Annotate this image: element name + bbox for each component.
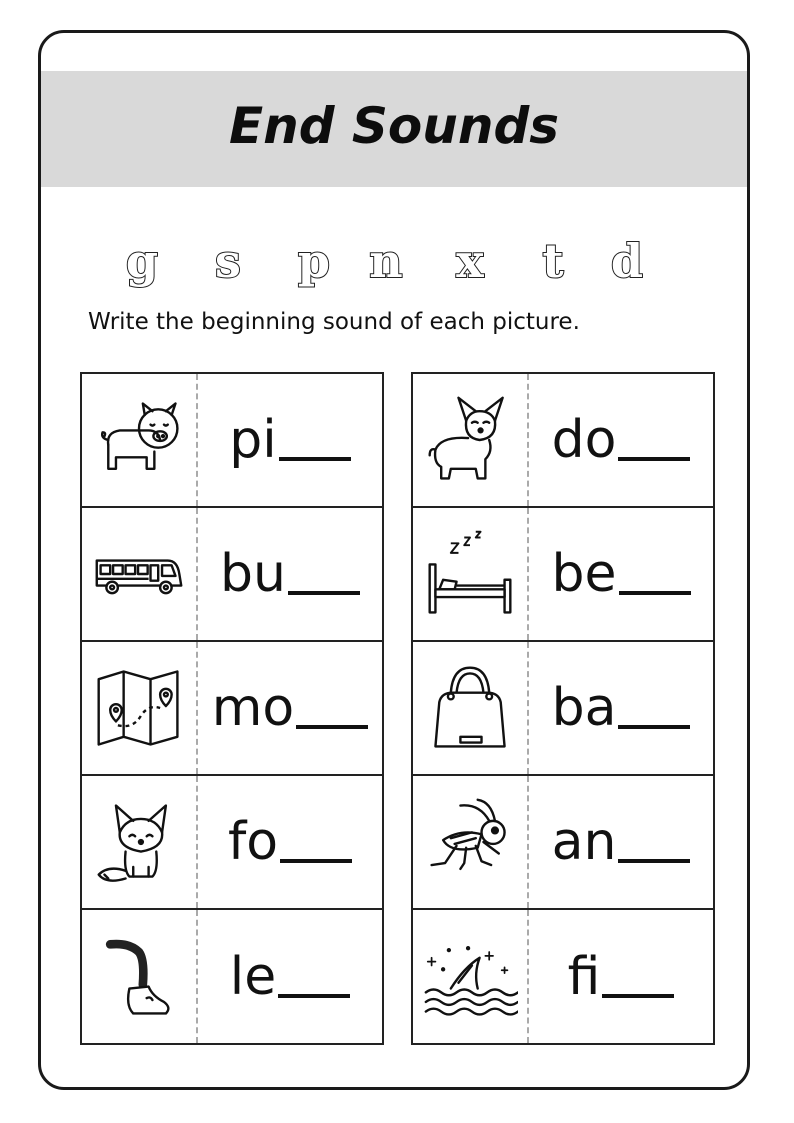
shark-fin-icon <box>422 929 518 1025</box>
word-stem: fo <box>227 812 279 872</box>
table-row <box>82 910 382 1043</box>
table-row <box>413 374 713 508</box>
answer-blank[interactable] <box>619 553 691 595</box>
answer-blank[interactable] <box>618 419 690 461</box>
word-stem: fi <box>567 946 601 1007</box>
answer-blank[interactable] <box>296 687 368 729</box>
word-stem: mo <box>211 678 295 738</box>
letter-bank <box>0 234 794 294</box>
picture-cell <box>82 508 198 640</box>
picture-cell <box>413 374 529 506</box>
word-cell <box>529 642 713 774</box>
answer-blank[interactable] <box>288 553 360 595</box>
word-cell <box>198 374 382 506</box>
word-stem: be <box>551 544 617 604</box>
word-stem: pi <box>229 410 277 470</box>
word-table-left <box>80 372 384 1045</box>
table-row <box>82 642 382 776</box>
pig-icon <box>91 392 187 488</box>
bus-icon <box>91 526 187 622</box>
word-stem: do <box>551 410 617 470</box>
cricket-icon <box>422 794 518 890</box>
picture-cell <box>413 776 529 908</box>
answer-blank[interactable] <box>280 821 352 863</box>
word-cell <box>198 910 382 1043</box>
table-row <box>82 508 382 642</box>
bag-icon <box>422 660 518 756</box>
word-cell <box>198 508 382 640</box>
table-row <box>413 508 713 642</box>
letter-t: t <box>542 234 564 288</box>
letter-s: s <box>215 234 241 288</box>
picture-cell <box>413 910 529 1043</box>
answer-blank[interactable] <box>279 419 351 461</box>
page-title: End Sounds <box>228 97 560 155</box>
leg-icon <box>91 929 187 1025</box>
map-icon <box>91 660 187 756</box>
word-stem: ba <box>551 678 617 738</box>
table-row <box>413 642 713 776</box>
letter-p: p <box>297 234 331 288</box>
answer-blank[interactable] <box>618 821 690 863</box>
word-stem: bu <box>220 544 286 604</box>
letter-n: n <box>369 234 403 288</box>
picture-cell <box>82 910 198 1043</box>
picture-cell <box>82 642 198 774</box>
answer-blank[interactable] <box>602 956 674 998</box>
word-cell <box>529 910 713 1043</box>
table-row <box>82 776 382 910</box>
picture-cell <box>413 642 529 774</box>
answer-blank[interactable] <box>618 687 690 729</box>
word-stem: an <box>551 812 617 872</box>
word-stem: le <box>229 946 277 1007</box>
word-cell <box>529 776 713 908</box>
fox-icon <box>91 794 187 890</box>
word-cell <box>529 374 713 506</box>
picture-cell <box>413 508 529 640</box>
instruction-text: Write the beginning sound of each picture. <box>88 309 580 335</box>
answer-blank[interactable] <box>278 956 350 998</box>
picture-cell <box>82 776 198 908</box>
letter-g: g <box>125 234 159 288</box>
picture-cell <box>82 374 198 506</box>
word-cell <box>198 776 382 908</box>
table-row <box>82 374 382 508</box>
table-row <box>413 776 713 910</box>
table-row <box>413 910 713 1043</box>
word-cell <box>529 508 713 640</box>
dog-icon <box>422 392 518 488</box>
word-cell <box>198 642 382 774</box>
letter-d: d <box>610 234 644 288</box>
letter-x: x <box>456 234 484 288</box>
bed-icon <box>422 526 518 622</box>
word-table-right <box>411 372 715 1045</box>
